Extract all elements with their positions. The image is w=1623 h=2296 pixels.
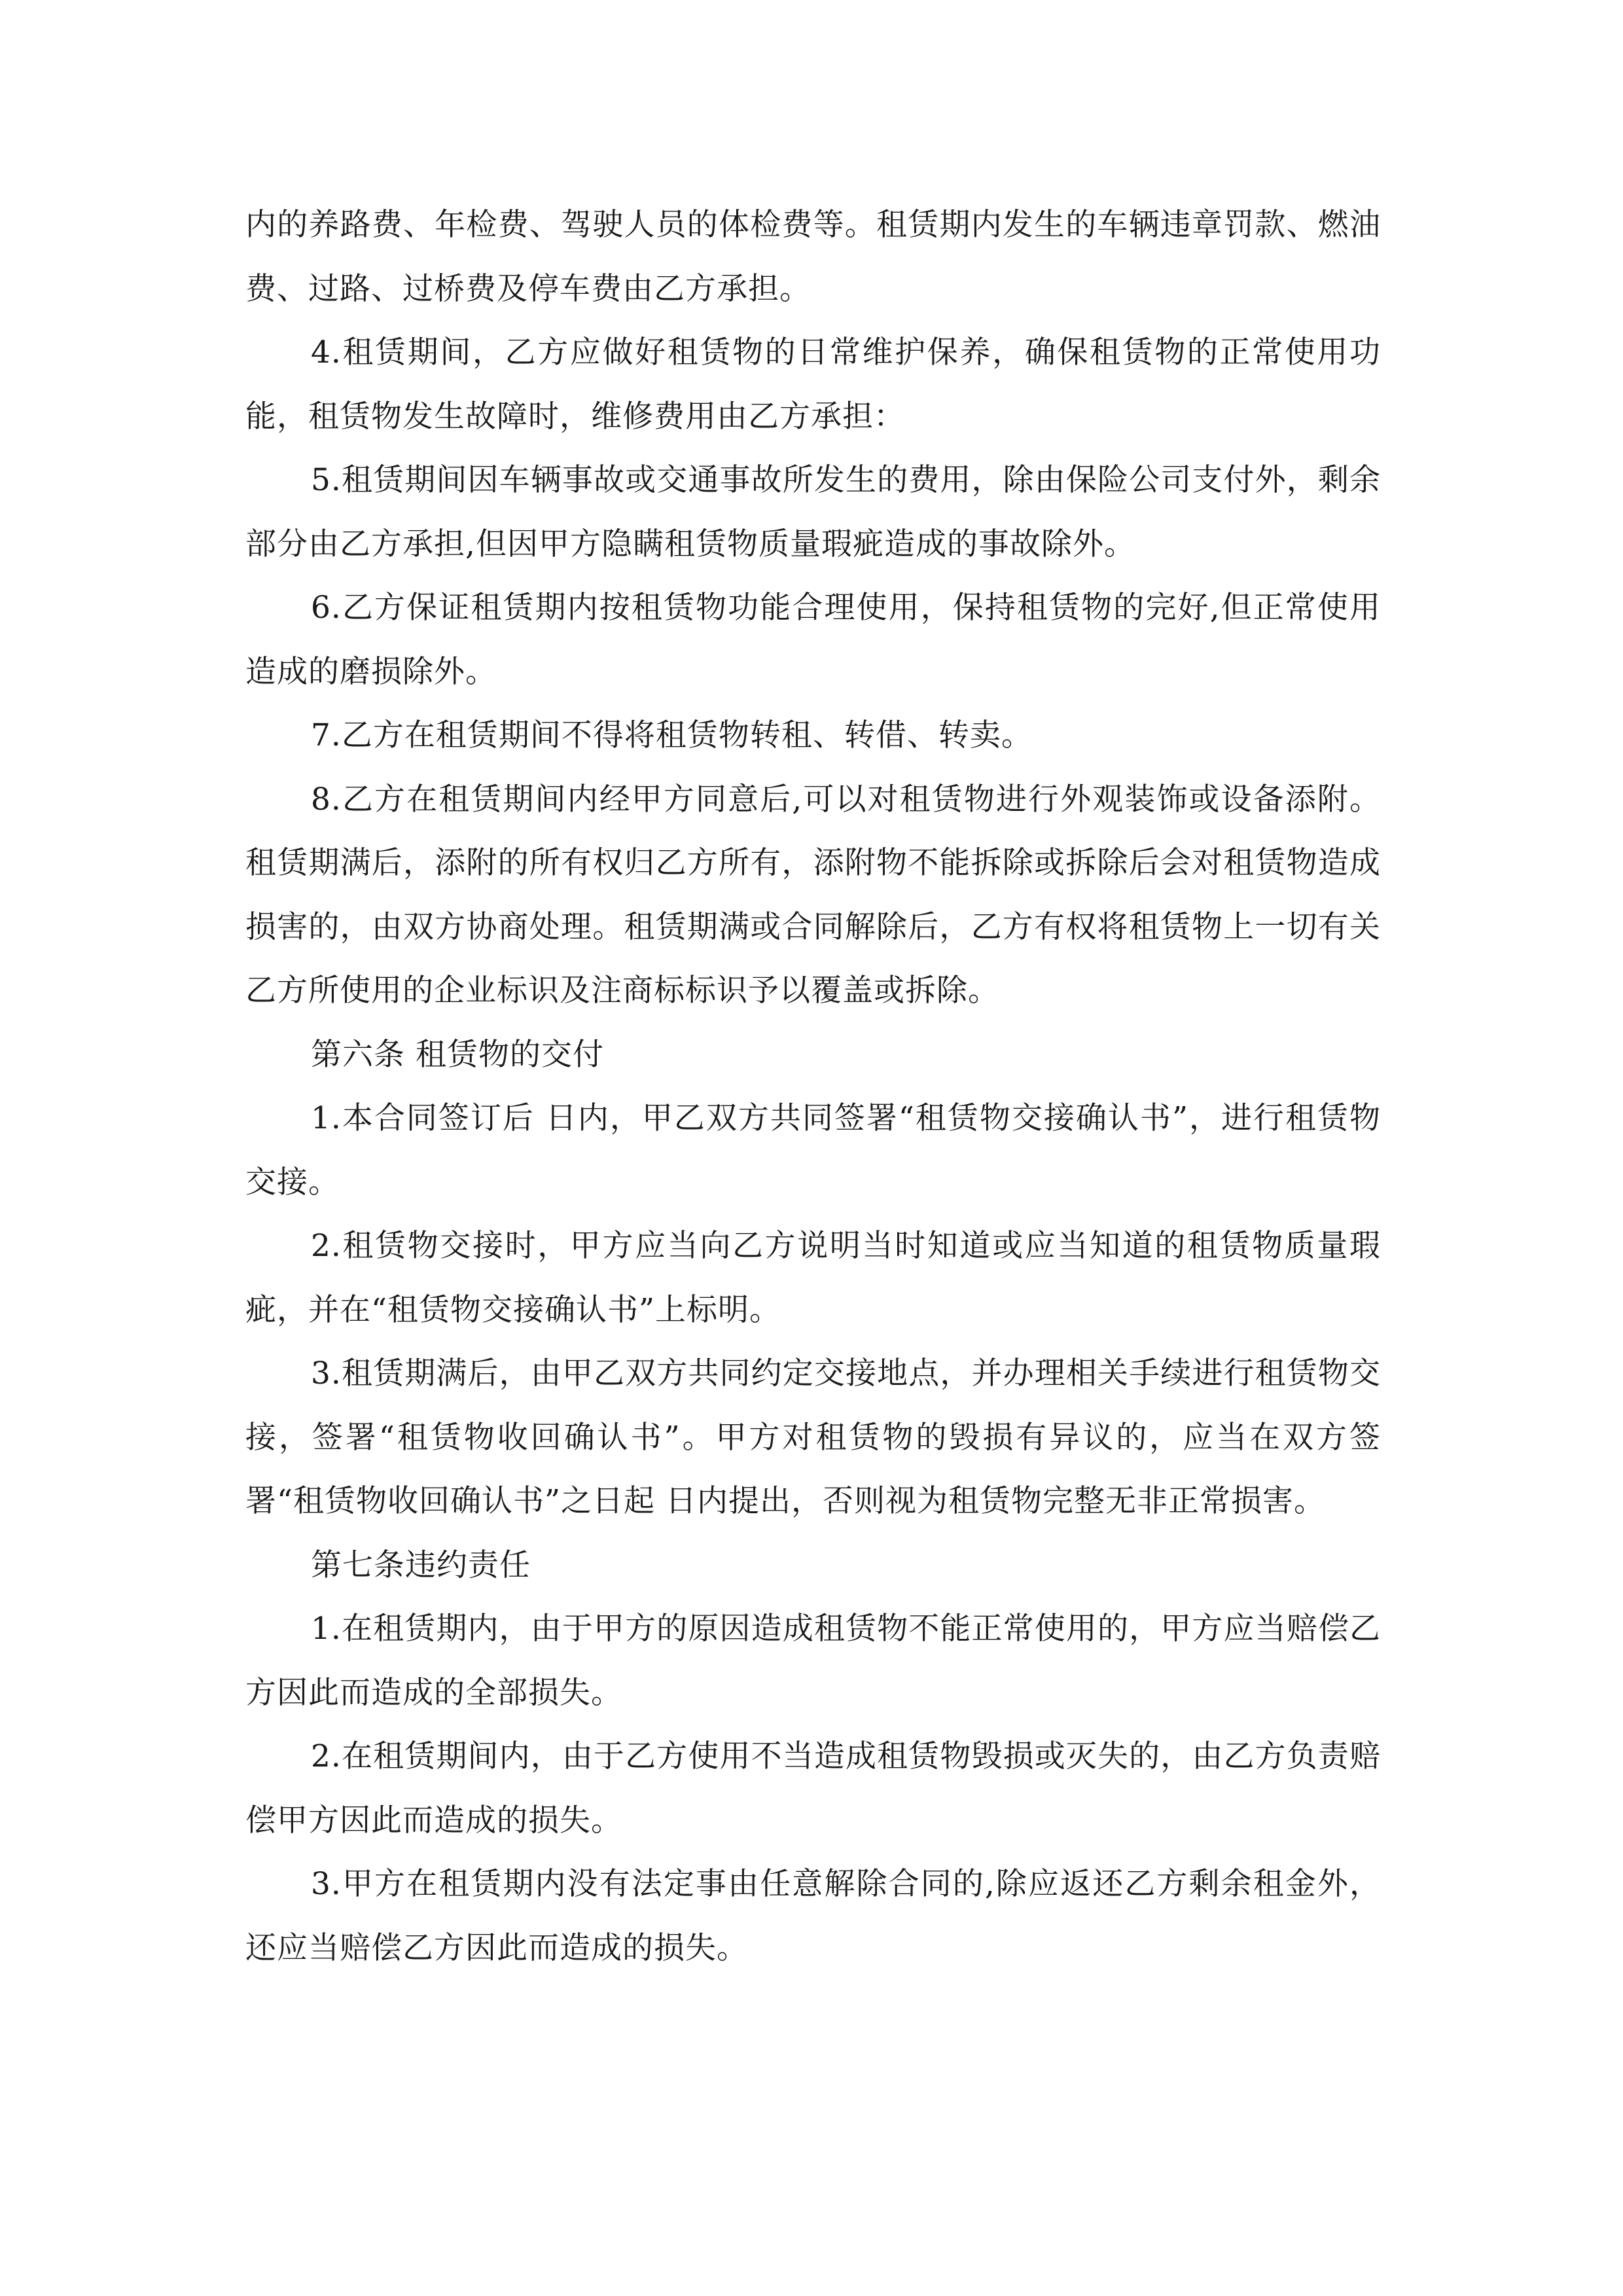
paragraph-delivery-2: 2.租赁物交接时，甲方应当向乙方说明当时知道或应当知道的租赁物质量瑕疵，并在“租赁物交接确认书”上标明。 [245, 1228, 1381, 1328]
paragraph-delivery-1: 1.本合同签订后 日内，甲乙双方共同签署“租赁物交接确认书”，进行租赁物交接。 [245, 1100, 1381, 1200]
paragraph-liability-1: 1.在租赁期内，由于甲方的原因造成租赁物不能正常使用的，甲方应当赔偿乙方因此而造成的全部损失。 [245, 1611, 1381, 1711]
paragraph-clause-8-decoration: 8.乙方在租赁期间内经甲方同意后,可以对租赁物进行外观装饰或设备添附。租赁期满后，添附的所有权归乙方所有，添附物不能拆除或拆除后会对租赁物造成损害的，由双方协商处理。租赁期满或合同解除后，乙方有权将租赁物上一切有关乙方所使用的企业标识及注商标标识予以覆盖或拆除。 [245, 781, 1381, 1009]
paragraph-liability-2: 2.在租赁期间内，由于乙方使用不当造成租赁物毁损或灭失的，由乙方负责赔偿甲方因此而造成的损失。 [245, 1738, 1381, 1839]
paragraph-delivery-3: 3.租赁期满后，由甲乙双方共同约定交接地点，并办理相关手续进行租赁物交接，签署“租赁物收回确认书”。甲方对租赁物的毁损有异议的，应当在双方签署“租赁物收回确认书”之日起 日内提出，否则视为租赁物完整无非正常损害。 [245, 1355, 1381, 1519]
section-heading-article-7: 第七条违约责任 [311, 1547, 531, 1583]
paragraph-fees-continued: 内的养路费、年检费、驾驶人员的体检费等。租赁期内发生的车辆违章罚款、燃油费、过路、过桥费及停车费由乙方承担。 [245, 207, 1381, 307]
paragraph-liability-3: 3.甲方在租赁期内没有法定事由任意解除合同的,除应返还乙方剩余租金外，还应当赔偿乙方因此而造成的损失。 [245, 1866, 1381, 1966]
section-heading-article-6: 第六条 租赁物的交付 [311, 1036, 604, 1073]
paragraph-clause-4-maintenance: 4.租赁期间，乙方应做好租赁物的日常维护保养，确保租赁物的正常使用功能，租赁物发生故障时，维修费用由乙方承担： [245, 334, 1381, 435]
paragraph-clause-7-no-sublease: 7.乙方在租赁期间不得将租赁物转租、转借、转卖。 [311, 717, 1033, 753]
paragraph-clause-5-accident-costs: 5.租赁期间因车辆事故或交通事故所发生的费用，除由保险公司支付外，剩余部分由乙方承担,但因甲方隐瞒租赁物质量瑕疵造成的事故除外。 [245, 462, 1381, 562]
document-body [245, 193, 1381, 1980]
paragraph-clause-6-proper-use: 6.乙方保证租赁期内按租赁物功能合理使用，保持租赁物的完好,但正常使用造成的磨损除外。 [245, 590, 1381, 690]
